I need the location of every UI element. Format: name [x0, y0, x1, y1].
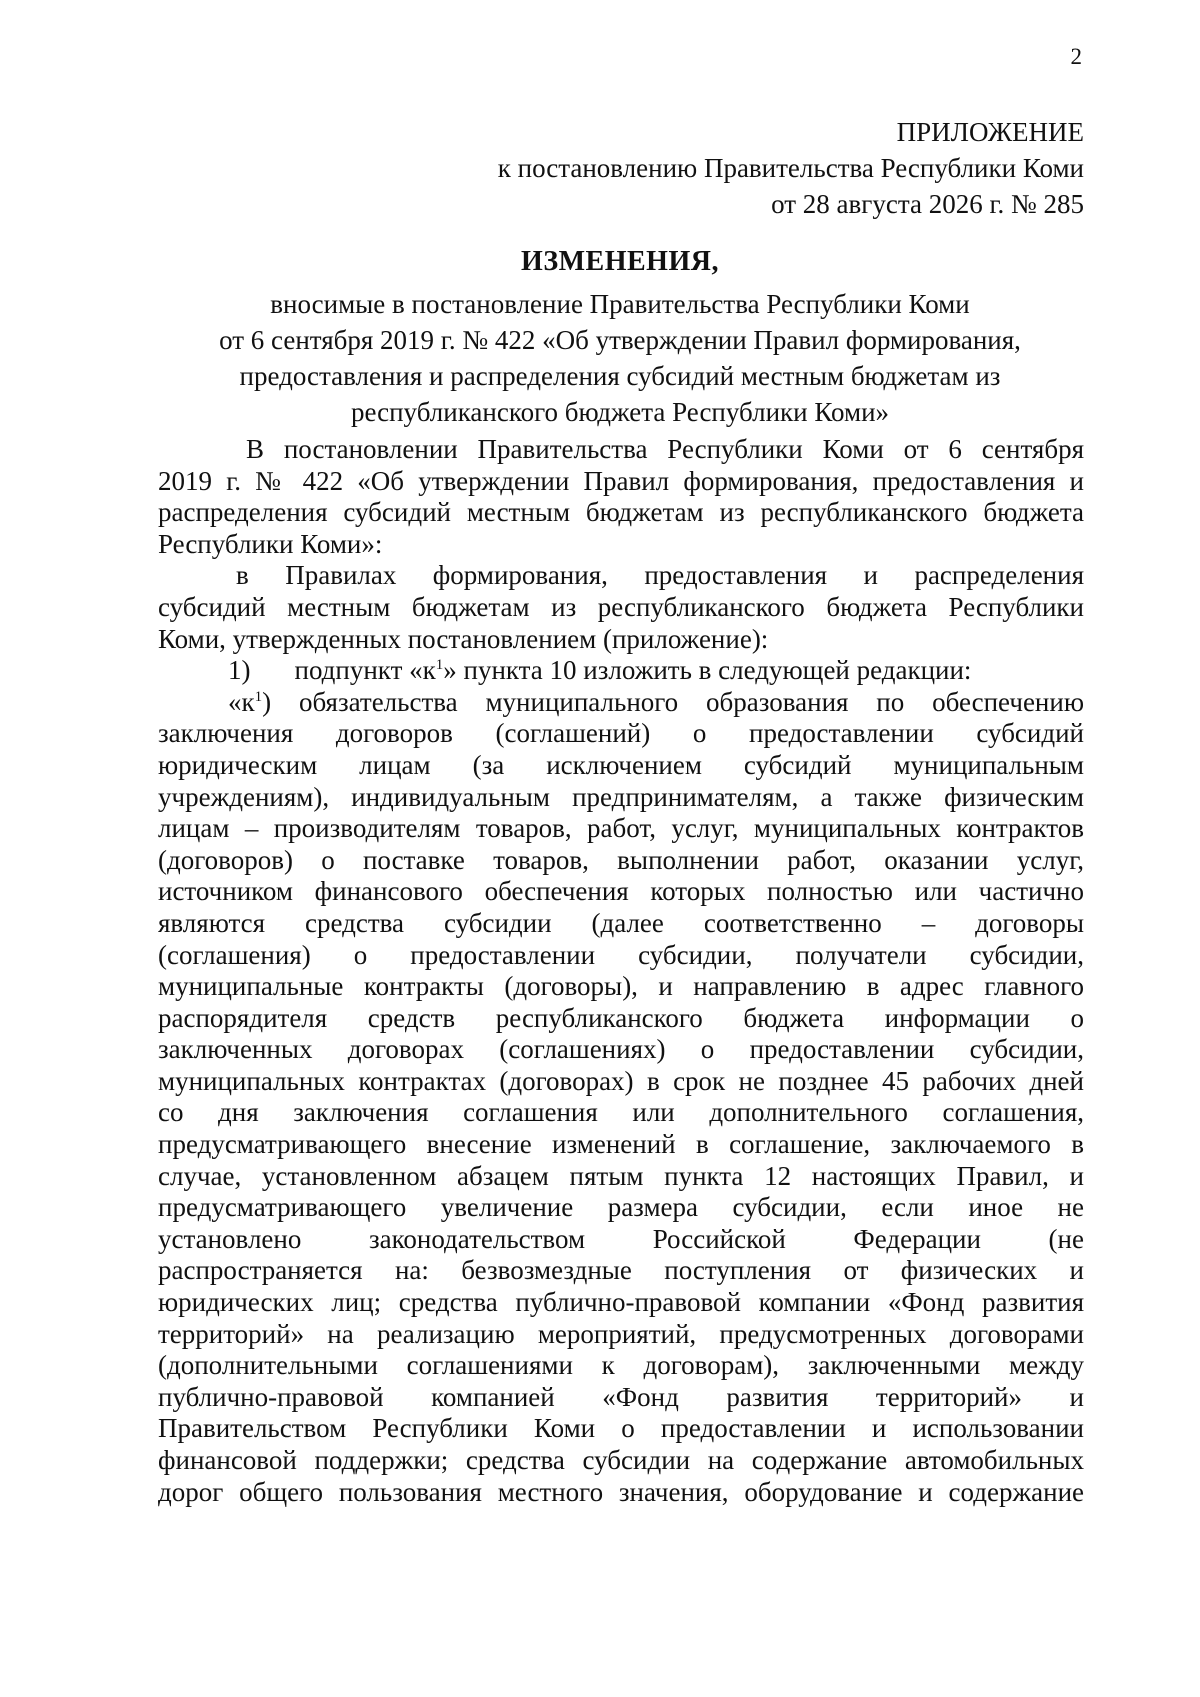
- body-line: учреждениям), индивидуальным предпринимателям, а также физическим: [158, 781, 1084, 812]
- body-line: лицам – производителям товаров, работ, услуг, муниципальных контрактов: [158, 813, 1084, 844]
- body-line: В постановлении Правительства Республики Коми от 6 сентября: [246, 434, 1084, 464]
- list-item-number: 1): [228, 655, 251, 686]
- body-line: (дополнительными соглашениями к договорам), заключенными между: [158, 1350, 1084, 1381]
- body-line: муниципальных контрактах (договорах) в срок не позднее 45 рабочих дней: [158, 1065, 1084, 1096]
- page-number: 2: [1070, 44, 1082, 69]
- body-line: со дня заключения соглашения или дополнительного соглашения,: [158, 1097, 1084, 1128]
- appendix-date-line: от 28 августа 2026 г. № 285: [771, 189, 1084, 219]
- body-line: распорядителя средств республиканского бюджета информации о: [158, 1002, 1084, 1033]
- list-item-line: [158, 655, 1084, 687]
- body-line: предусматривающего внесение изменений в соглашение, заключаемого в: [158, 1129, 1084, 1160]
- body-line: Правительством Республики Коми о предоставлении и использовании: [158, 1413, 1084, 1444]
- body-line: 2019 г. № 422 «Об утверждении Правил формирования, предоставления и: [158, 465, 1084, 496]
- list-item-text-post: » пункта 10 изложить в следующей редакции:: [443, 655, 972, 686]
- list-item-text-pre: подпункт «к: [294, 655, 436, 686]
- body-line: дорог общего пользования местного значения, оборудование и содержание: [158, 1476, 1084, 1507]
- body-line: публично-правовой компанией «Фонд развития территорий» и: [158, 1381, 1084, 1412]
- body-line: заключенных договорах (соглашениях) о предоставлении субсидии,: [158, 1034, 1084, 1065]
- document-title-block: [158, 244, 1082, 430]
- quote-text-pre: «к: [228, 686, 255, 717]
- subtitle-line: предоставления и распределения субсидий местным бюджетам из: [239, 361, 1001, 391]
- body-line: распространяется на: безвозмездные поступления от физических и: [158, 1255, 1084, 1286]
- body-line: являются средства субсидии (далее соответственно – договоры: [158, 907, 1084, 938]
- body-line: источником финансового обеспечения которых полностью или частично: [158, 876, 1084, 907]
- document-heading: ИЗМЕНЕНИЯ,: [521, 246, 719, 277]
- body-line: муниципальные контракты (договоры), и направлению в адрес главного: [158, 971, 1084, 1002]
- body-line: распределения субсидий местным бюджетам из республиканского бюджета: [158, 497, 1084, 528]
- subtitle-line: от 6 сентября 2019 г. № 422 «Об утверждении Правил формирования,: [219, 325, 1021, 355]
- body-line: заключения договоров (соглашений) о предоставлении субсидий: [158, 718, 1084, 749]
- body-line: случае, установленном абзацем пятым пункта 12 настоящих Правил, и: [158, 1160, 1084, 1191]
- subtitle-line: республиканского бюджета Республики Коми»: [350, 397, 890, 427]
- superscript: 1: [435, 657, 444, 674]
- document-body: [158, 434, 1084, 1508]
- body-line: субсидий местным бюджетам из республиканского бюджета Республики: [158, 591, 1084, 622]
- body-line: в Правилах формирования, предоставления и распределения: [236, 560, 1084, 591]
- body-line: Республики Коми»:: [158, 528, 383, 559]
- body-line: (договоров) о поставке товаров, выполнении работ, оказании услуг,: [158, 844, 1084, 875]
- appendix-label: ПРИЛОЖЕНИЕ: [896, 117, 1084, 147]
- body-line: установлено законодательством Российской Федерации (не: [158, 1223, 1084, 1254]
- body-line: юридических лиц; средства публично-правовой компании «Фонд развития: [158, 1287, 1084, 1318]
- quote-text-post: ) обязательства муниципального образования по обеспечению: [262, 686, 1084, 717]
- body-line: (соглашения) о предоставлении субсидии, получатели субсидии,: [158, 939, 1084, 970]
- body-line: территорий» на реализацию мероприятий, предусмотренных договорами: [158, 1318, 1084, 1349]
- body-line: юридическим лицам (за исключением субсидий муниципальным: [158, 749, 1084, 780]
- appendix-header: [498, 114, 1084, 222]
- body-line: финансовой поддержки; средства субсидии на содержание автомобильных: [158, 1445, 1084, 1475]
- quote-first-line: [158, 687, 1084, 719]
- subtitle-line: вносимые в постановление Правительства Республики Коми: [270, 289, 970, 319]
- appendix-decree-line: к постановлению Правительства Республики Коми: [497, 153, 1084, 183]
- body-line: Коми, утвержденных постановлением (приложение):: [158, 623, 769, 654]
- body-line: предусматривающего увеличение размера субсидии, если иное не: [158, 1192, 1084, 1223]
- superscript: 1: [254, 688, 263, 705]
